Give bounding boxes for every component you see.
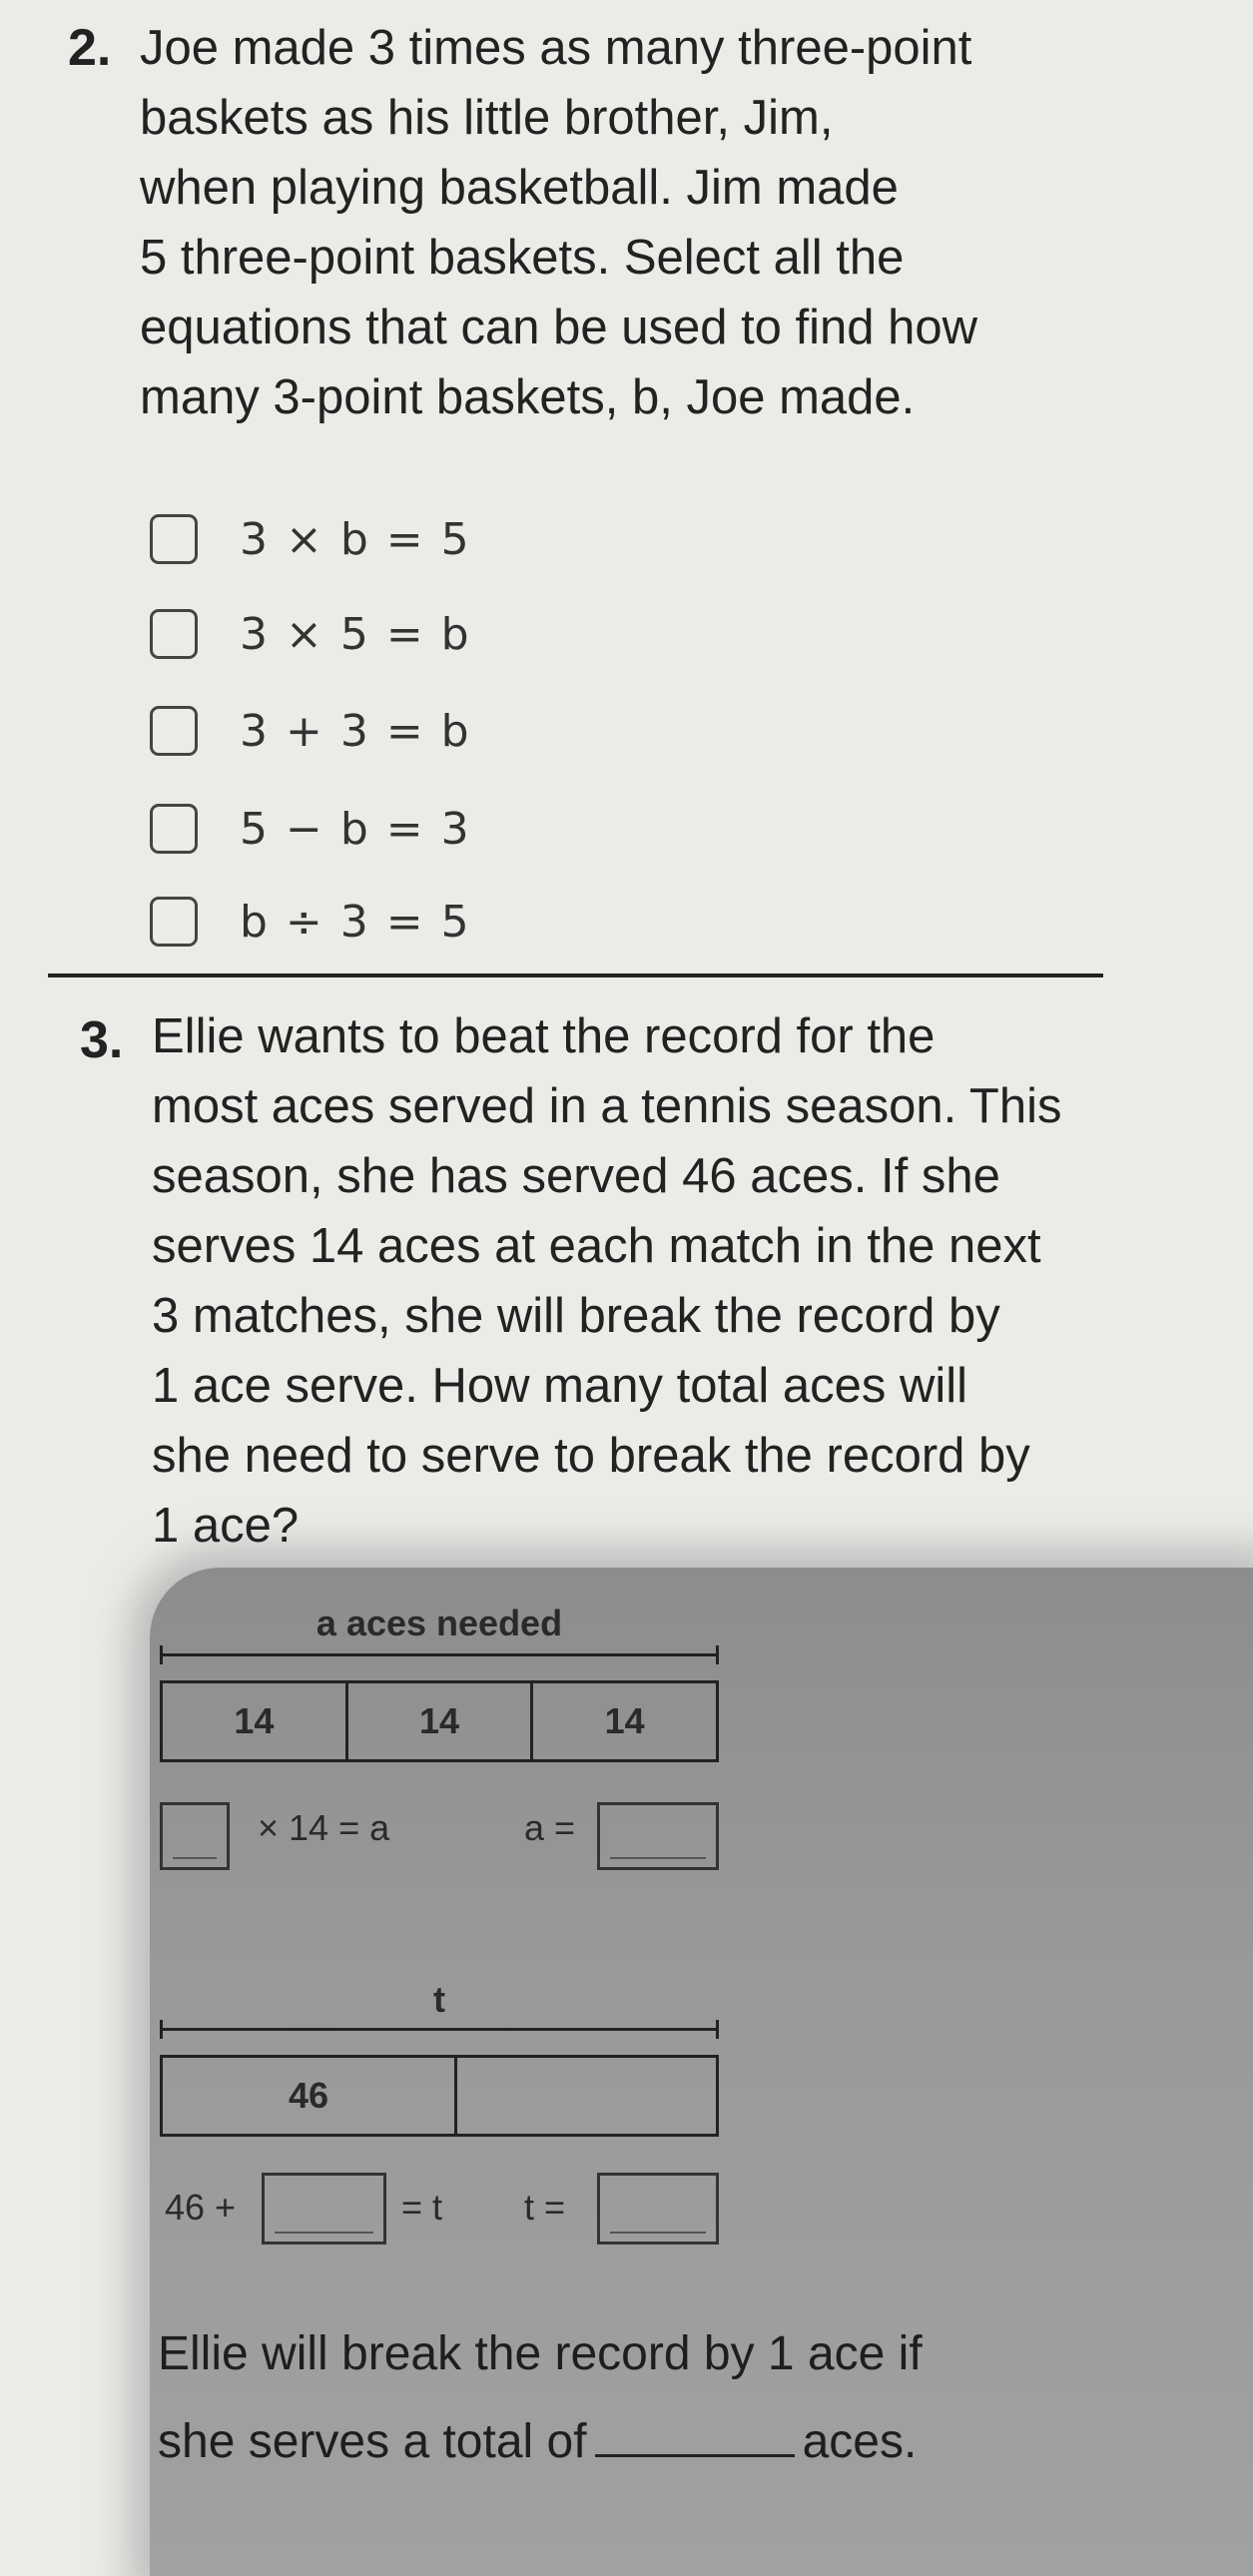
addend-answer-box[interactable] <box>262 2173 386 2245</box>
question-3-text-line: 1 ace serve. How many total aces will <box>152 1359 967 1413</box>
tape-cell: 14 <box>530 1683 716 1759</box>
diagram-2-bracket <box>160 2028 719 2031</box>
option-row <box>150 604 471 664</box>
conclusion-line-2 <box>158 2414 917 2469</box>
tape-cell <box>454 2058 716 2134</box>
option-equation: 3 × 5 = b <box>240 608 471 660</box>
diagram-2-tape <box>160 2055 719 2137</box>
question-3-text-line: 3 matches, she will break the record by <box>152 1289 1000 1343</box>
question-2-text-line: many 3-point baskets, b, Joe made. <box>140 370 916 424</box>
question-3-text-line: most aces served in a tennis season. This <box>152 1079 1062 1133</box>
section-divider <box>48 973 1103 977</box>
option-equation: 5 − b = 3 <box>240 803 471 855</box>
multiplier-answer-box[interactable] <box>160 1802 230 1870</box>
question-3-text-line: 1 ace? <box>152 1499 300 1553</box>
question-3-text-line: season, she has served 46 aces. If she <box>152 1149 1000 1203</box>
option-checkbox[interactable] <box>150 706 198 756</box>
t-answer-box[interactable] <box>597 2173 719 2245</box>
t-answer-label: t = <box>524 2187 566 2228</box>
question-3-number: 3. <box>80 1011 124 1069</box>
diagram-2-label: t <box>433 1979 445 2020</box>
question-2-text-line: when playing basketball. Jim made <box>140 161 899 215</box>
question-2-text-line: baskets as his little brother, Jim, <box>140 91 834 145</box>
option-row <box>150 892 471 952</box>
diagram-1-tape <box>160 1680 719 1762</box>
option-row <box>150 799 471 859</box>
question-3-text-line: serves 14 aces at each match in the next <box>152 1219 1041 1273</box>
tape-cell: 46 <box>288 2075 329 2116</box>
a-answer-label: a = <box>524 1807 576 1848</box>
tape-cell: 14 <box>234 1700 275 1741</box>
conclusion-text-after: aces. <box>802 2415 918 2468</box>
option-checkbox[interactable] <box>150 609 198 659</box>
option-equation: 3 × b = 5 <box>240 513 471 565</box>
diagram-1-bracket <box>160 1653 719 1656</box>
equation-2-prefix: 46 + <box>165 2187 237 2228</box>
option-equation: 3 + 3 = b <box>240 705 471 757</box>
equation-2-suffix: = t <box>401 2187 443 2228</box>
option-row <box>150 701 471 761</box>
question-2-text-line: equations that can be used to find how <box>140 301 978 354</box>
diagram-1-label: a aces needed <box>315 1603 563 1643</box>
option-checkbox[interactable] <box>150 897 198 947</box>
option-row <box>150 509 471 569</box>
conclusion-text-before: she serves a total of <box>158 2415 587 2468</box>
option-checkbox[interactable] <box>150 804 198 854</box>
question-3-text-line: she need to serve to break the record by <box>152 1429 1030 1483</box>
option-equation: b ÷ 3 = 5 <box>240 896 471 948</box>
option-checkbox[interactable] <box>150 514 198 564</box>
total-aces-answer-blank[interactable] <box>595 2454 795 2457</box>
a-answer-box[interactable] <box>597 1802 719 1870</box>
question-2-text-line: Joe made 3 times as many three-point <box>140 21 972 75</box>
question-2-number: 2. <box>68 19 112 77</box>
equation-1-text: × 14 = a <box>258 1807 390 1848</box>
conclusion-line-1: Ellie will break the record by 1 ace if <box>158 2327 923 2380</box>
question-2-text-line: 5 three-point baskets. Select all the <box>140 231 905 285</box>
tape-cell: 14 <box>345 1683 531 1759</box>
question-3-text-line: Ellie wants to beat the record for the <box>152 1009 936 1063</box>
